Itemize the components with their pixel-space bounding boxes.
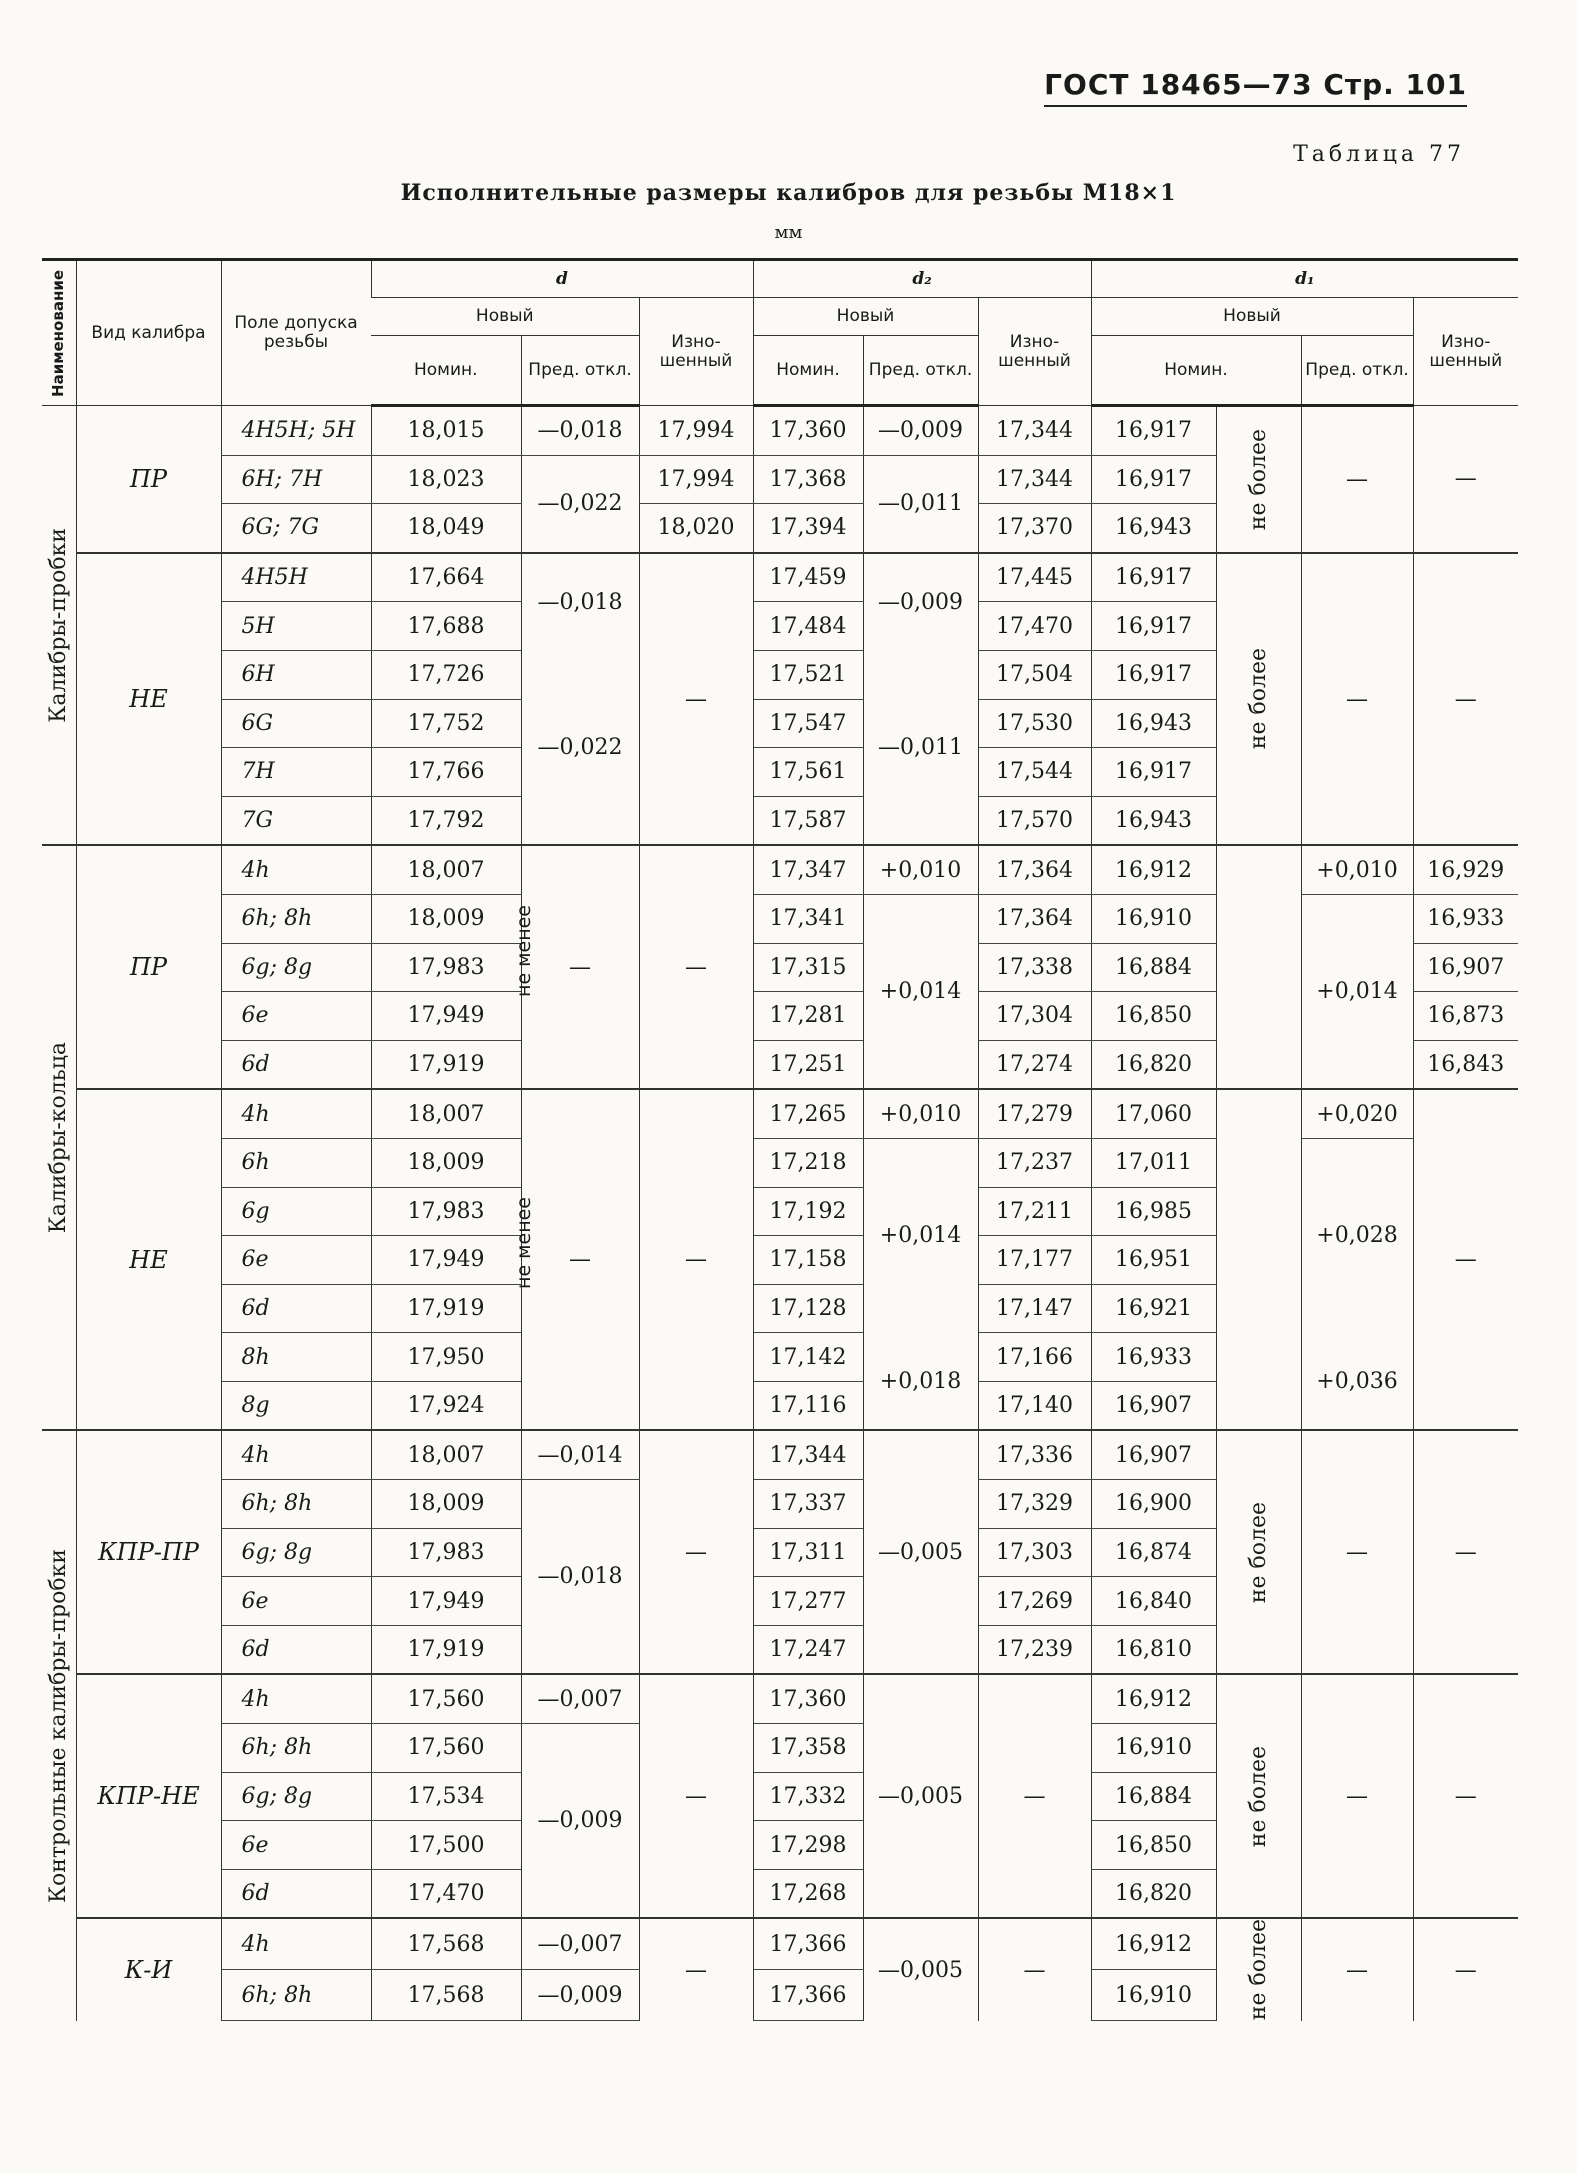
col-field-header: Поле допуска резьбы [221, 260, 371, 406]
d1-nominal: 16,943 [1091, 796, 1216, 845]
d2-nominal: 17,142 [753, 1333, 863, 1382]
d1-nominal: 16,900 [1091, 1480, 1216, 1529]
d1-worn: — [1413, 1674, 1518, 1918]
gauge-kind: КПР-НЕ [76, 1674, 221, 1918]
d1-nominal: 16,917 [1091, 602, 1216, 651]
d1-nominal: 16,917 [1091, 553, 1216, 602]
d2-worn: 17,239 [978, 1625, 1091, 1674]
tolerance-field: 6d [221, 1625, 371, 1674]
tolerance-field: 6g; 8g [221, 1528, 371, 1577]
d1-nominal: 16,884 [1091, 943, 1216, 992]
d1-nominal: 16,910 [1091, 1970, 1216, 2021]
group-label-text: Калибры-пробки [46, 527, 72, 723]
tolerance-field: 5H [221, 602, 371, 651]
d2-deviation: +0,010 [863, 845, 978, 894]
d1-nom-header: Номин. [1091, 336, 1301, 406]
gauge-kind: КПР-ПР [76, 1430, 221, 1674]
table-row [42, 1089, 1518, 1138]
d1-worn: — [1413, 1089, 1518, 1430]
d1-worn: — [1413, 1430, 1518, 1674]
d-nominal: 17,983 [371, 1187, 521, 1236]
d1-deviation: +0,020 [1301, 1089, 1413, 1138]
d1-nominal: 16,840 [1091, 1577, 1216, 1626]
d-deviation: —0,009 [521, 1724, 639, 1919]
d2-worn: 17,329 [978, 1480, 1091, 1529]
d2-dev-header: Пред. откл. [863, 336, 978, 406]
d1-note-cell [1216, 1284, 1301, 1333]
d1-nominal: 16,910 [1091, 1724, 1216, 1773]
d1-nominal: 16,907 [1091, 1381, 1216, 1430]
d2-nominal: 17,366 [753, 1918, 863, 1969]
tolerance-field: 8h [221, 1333, 371, 1382]
d2-nominal: 17,268 [753, 1869, 863, 1918]
d1-nominal: 16,850 [1091, 1821, 1216, 1870]
d2-nominal: 17,341 [753, 894, 863, 943]
d-worn-header: Изно- шенный [639, 298, 753, 406]
table-row [42, 406, 1518, 456]
d2-deviation: —0,011 [863, 650, 978, 845]
gauge-kind: ПР [76, 406, 221, 553]
d1-note-cell [1216, 1430, 1301, 1674]
tolerance-field: 7H [221, 748, 371, 797]
table-row [42, 1381, 1518, 1430]
d2-nominal: 17,360 [753, 406, 863, 456]
d1-nominal: 16,820 [1091, 1040, 1216, 1089]
d2-new-header: Новый [753, 298, 978, 336]
d2-nominal: 17,281 [753, 992, 863, 1041]
d1-new-header: Новый [1091, 298, 1413, 336]
d2-worn: 17,338 [978, 943, 1091, 992]
d2-deviation: +0,014 [863, 894, 978, 1089]
tolerance-field: 6d [221, 1040, 371, 1089]
d1-nominal: 17,011 [1091, 1138, 1216, 1187]
d1-note-cell [1216, 1333, 1301, 1382]
d2-deviation: +0,018 [863, 1333, 978, 1431]
table-row [42, 1674, 1518, 1723]
d-deviation: —0,022 [521, 650, 639, 845]
d-worn: — [639, 553, 753, 846]
not-more-note: не более [1246, 1919, 1271, 2021]
d-nominal: 17,568 [371, 1918, 521, 1969]
d-nominal: 17,919 [371, 1284, 521, 1333]
d-nominal: 17,983 [371, 1528, 521, 1577]
d2-deviation: —0,005 [863, 1674, 978, 1918]
d1-note-cell [1216, 1381, 1301, 1430]
d-worn: — [639, 845, 753, 1089]
d2-worn: 17,177 [978, 1236, 1091, 1285]
gauge-dimensions-table [42, 258, 1518, 2021]
d2-nominal: 17,298 [753, 1821, 863, 1870]
tolerance-field: 6e [221, 1236, 371, 1285]
d1-deviation: +0,014 [1301, 894, 1413, 1089]
d1-deviation: — [1301, 406, 1413, 553]
d-nominal: 17,470 [371, 1869, 521, 1918]
d1-note-cell [1216, 1236, 1301, 1285]
d-nominal: 17,792 [371, 796, 521, 845]
d2-worn: 17,274 [978, 1040, 1091, 1089]
d1-deviation: +0,036 [1301, 1333, 1413, 1431]
d2-worn: 17,530 [978, 699, 1091, 748]
d2-nominal: 17,265 [753, 1089, 863, 1138]
d2-worn: 17,504 [978, 650, 1091, 699]
d-nominal: 17,568 [371, 1970, 521, 2021]
d2-worn: 17,344 [978, 455, 1091, 504]
d-nominal: 18,009 [371, 894, 521, 943]
d2-nominal: 17,277 [753, 1577, 863, 1626]
d1-deviation: — [1301, 1430, 1413, 1674]
d2-nominal: 17,547 [753, 699, 863, 748]
table-row [42, 943, 1518, 992]
d-nominal: 18,023 [371, 455, 521, 504]
d1-note-cell [1216, 1089, 1301, 1138]
d1-nominal: 16,985 [1091, 1187, 1216, 1236]
d2-worn: 17,304 [978, 992, 1091, 1041]
d1-note-cell [1216, 1138, 1301, 1187]
tolerance-field: 6e [221, 1577, 371, 1626]
table-row [42, 992, 1518, 1041]
d-deviation: —0,014 [521, 1430, 639, 1479]
d2-nominal: 17,368 [753, 455, 863, 504]
not-more-note: не более [1246, 1745, 1271, 1848]
not-more-note: не более [1246, 648, 1271, 750]
group-label [42, 406, 76, 846]
d2-nominal: 17,251 [753, 1040, 863, 1089]
group-label-text: Калибры-кольца [46, 1042, 72, 1234]
tolerance-field: 6d [221, 1284, 371, 1333]
d1-note-cell [1216, 1040, 1301, 1089]
d2-nominal: 17,332 [753, 1772, 863, 1821]
d1-nominal: 16,951 [1091, 1236, 1216, 1285]
table-row [42, 894, 1518, 943]
d-deviation: —0,018 [521, 1480, 639, 1675]
d2-deviation: —0,009 [863, 553, 978, 651]
d-nominal: 17,688 [371, 602, 521, 651]
d2-nominal: 17,337 [753, 1480, 863, 1529]
not-more-note: не более [1246, 428, 1271, 530]
col-kind-header: Вид калибра [76, 260, 221, 406]
table-row [42, 1333, 1518, 1382]
tolerance-field: 6h [221, 1138, 371, 1187]
table-row [42, 1236, 1518, 1285]
table-row [42, 845, 1518, 894]
d-nominal: 18,049 [371, 504, 521, 553]
d1-nominal: 16,933 [1091, 1333, 1216, 1382]
d2-deviation: +0,014 [863, 1138, 978, 1332]
d-nominal: 18,007 не менее [371, 845, 521, 894]
d-deviation: —0,009 [521, 1970, 639, 2021]
d2-worn: 17,279 [978, 1089, 1091, 1138]
unit-label: мм [774, 222, 803, 243]
tolerance-field: 6h; 8h [221, 1724, 371, 1773]
d-worn: 17,994 [639, 406, 753, 456]
d1-dev-header: Пред. откл. [1301, 336, 1413, 406]
tolerance-field: 6g [221, 1187, 371, 1236]
d-nominal: 17,752 [371, 699, 521, 748]
col-d1-header: d₁ [1091, 260, 1518, 298]
d2-nominal: 17,347 [753, 845, 863, 894]
d1-nominal: 16,874 [1091, 1528, 1216, 1577]
d-nominal: 18,007 не менее [371, 1089, 521, 1138]
tolerance-field: 6g; 8g [221, 1772, 371, 1821]
gauge-kind: НЕ [76, 1089, 221, 1430]
d1-note-cell [1216, 894, 1301, 943]
d2-worn: 17,364 [978, 845, 1091, 894]
d1-note-cell [1216, 1187, 1301, 1236]
tolerance-field: 6d [221, 1869, 371, 1918]
d2-nominal: 17,459 [753, 553, 863, 602]
d1-nominal: 16,943 [1091, 699, 1216, 748]
d-deviation: —0,007 [521, 1918, 639, 1969]
d2-worn-header: Изно- шенный [978, 298, 1091, 406]
d-worn: — [639, 1089, 753, 1430]
d1-nominal: 17,060 [1091, 1089, 1216, 1138]
d-nominal: 18,015 [371, 406, 521, 456]
d-nominal: 17,950 [371, 1333, 521, 1382]
d2-worn: 17,344 [978, 406, 1091, 456]
table-title: Исполнительные размеры калибров для резьбы M18×1 [400, 180, 1177, 206]
table-row [42, 1284, 1518, 1333]
d1-worn: 16,843 [1413, 1040, 1518, 1089]
d1-worn: — [1413, 406, 1518, 553]
d-nominal: 18,009 [371, 1480, 521, 1529]
tolerance-field: 4H5H; 5H [221, 406, 371, 456]
d2-nominal: 17,158 [753, 1236, 863, 1285]
tolerance-field: 6h; 8h [221, 1480, 371, 1529]
d2-nominal: 17,360 [753, 1674, 863, 1723]
d1-deviation: — [1301, 1918, 1413, 2020]
tolerance-field: 6G; 7G [221, 504, 371, 553]
table-row [42, 1918, 1518, 1969]
d1-nominal: 16,943 [1091, 504, 1216, 553]
d-dev-header: Пред. откл. [521, 336, 639, 406]
page-header: ГОСТ 18465—73 Стр. 101 [1044, 68, 1467, 107]
d-nominal: 17,560 [371, 1674, 521, 1723]
col-d-header: d [371, 260, 753, 298]
d1-nominal: 16,912 [1091, 1674, 1216, 1723]
d2-nominal: 17,247 [753, 1625, 863, 1674]
d2-nom-header: Номин. [753, 336, 863, 406]
tolerance-field: 6H [221, 650, 371, 699]
d-nominal: 17,983 [371, 943, 521, 992]
d2-nominal: 17,358 [753, 1724, 863, 1773]
tolerance-field: 6e [221, 992, 371, 1041]
d-worn: — [639, 1430, 753, 1674]
group-label [42, 1430, 76, 2020]
d2-nominal: 17,116 [753, 1381, 863, 1430]
d-nominal: 17,924 [371, 1381, 521, 1430]
d-nominal: 17,534 [371, 1772, 521, 1821]
d1-nominal: 16,917 [1091, 748, 1216, 797]
d2-nominal: 17,561 [753, 748, 863, 797]
d1-worn: — [1413, 553, 1518, 846]
table-row [42, 1430, 1518, 1479]
d2-nominal: 17,315 [753, 943, 863, 992]
d2-deviation: —0,005 [863, 1918, 978, 2020]
col-name-header: Наименование [42, 260, 76, 406]
d2-worn: 17,544 [978, 748, 1091, 797]
tolerance-field: 6h; 8h [221, 894, 371, 943]
d2-nominal: 17,484 [753, 602, 863, 651]
d1-deviation: +0,010 [1301, 845, 1413, 894]
table-row [42, 1040, 1518, 1089]
not-more-note: не более [1246, 1501, 1271, 1604]
d1-worn-header: Изно- шенный [1413, 298, 1518, 406]
d2-deviation: +0,010 [863, 1089, 978, 1138]
group-label [42, 845, 76, 1430]
d1-deviation: +0,028 [1301, 1138, 1413, 1332]
tolerance-field: 6G [221, 699, 371, 748]
d-nominal: 17,500 [371, 1821, 521, 1870]
tolerance-field: 8g [221, 1381, 371, 1430]
tolerance-field: 6H; 7H [221, 455, 371, 504]
d-nominal: 18,009 [371, 1138, 521, 1187]
d2-worn: 17,211 [978, 1187, 1091, 1236]
d2-worn: 17,237 [978, 1138, 1091, 1187]
tolerance-field: 4h [221, 1674, 371, 1723]
not-less-note: не менее [512, 905, 535, 998]
d2-worn: 17,140 [978, 1381, 1091, 1430]
d2-worn: 17,364 [978, 894, 1091, 943]
tolerance-field: 7G [221, 796, 371, 845]
table-number: Таблица 77 [1293, 142, 1465, 167]
d1-nominal: 16,917 [1091, 455, 1216, 504]
d2-worn: 17,470 [978, 602, 1091, 651]
d-deviation: — [521, 1089, 639, 1430]
d2-worn: 17,303 [978, 1528, 1091, 1577]
d-deviation: — [521, 845, 639, 1089]
table-row [42, 1138, 1518, 1187]
table-body [42, 406, 1518, 2021]
d2-nominal: 17,587 [753, 796, 863, 845]
d1-nominal: 16,921 [1091, 1284, 1216, 1333]
d2-nominal: 17,344 [753, 1430, 863, 1479]
gauge-kind: НЕ [76, 553, 221, 846]
d2-nominal: 17,218 [753, 1138, 863, 1187]
d-worn: 17,994 [639, 455, 753, 504]
d1-worn: 16,873 [1413, 992, 1518, 1041]
tolerance-field: 4h [221, 1918, 371, 1969]
d1-note-cell [1216, 553, 1301, 846]
tolerance-field: 4h [221, 1430, 371, 1479]
d2-worn: 17,445 [978, 553, 1091, 602]
table-row [42, 1187, 1518, 1236]
d2-nominal: 17,366 [753, 1970, 863, 2021]
gauge-kind: К-И [76, 1918, 221, 2020]
d-nominal: 17,949 [371, 1577, 521, 1626]
tolerance-field: 4h [221, 845, 371, 894]
d-nominal: 17,919 [371, 1040, 521, 1089]
d1-nominal: 16,850 [1091, 992, 1216, 1041]
d2-worn: 17,147 [978, 1284, 1091, 1333]
d-nominal: 17,949 [371, 992, 521, 1041]
d1-nominal: 16,917 [1091, 406, 1216, 456]
d-worn: — [639, 1674, 753, 1918]
d1-worn: 16,929 [1413, 845, 1518, 894]
d-nominal: 17,726 [371, 650, 521, 699]
d2-worn: 17,370 [978, 504, 1091, 553]
d-deviation: —0,018 [521, 406, 639, 456]
d1-note-cell [1216, 1918, 1301, 2020]
d-nom-header: Номин. [371, 336, 521, 406]
d-nominal: 18,007 [371, 1430, 521, 1479]
d-worn: — [639, 1918, 753, 2020]
d1-note-cell [1216, 943, 1301, 992]
d1-nominal: 16,820 [1091, 1869, 1216, 1918]
tolerance-field: 4h [221, 1089, 371, 1138]
d2-worn: — [978, 1918, 1091, 2020]
gauge-kind: ПР [76, 845, 221, 1089]
d1-nominal: 16,917 [1091, 650, 1216, 699]
d1-note-cell [1216, 992, 1301, 1041]
d2-worn: 17,336 [978, 1430, 1091, 1479]
d2-deviation: —0,009 [863, 406, 978, 456]
d1-deviation: — [1301, 1674, 1413, 1918]
not-less-note: не менее [512, 1196, 535, 1289]
d-nominal: 17,919 [371, 1625, 521, 1674]
group-label-text: Контрольные калибры-пробки [46, 1549, 72, 1904]
d1-nominal: 16,912 [1091, 1918, 1216, 1969]
d2-nominal: 17,128 [753, 1284, 863, 1333]
d1-note-cell [1216, 1674, 1301, 1918]
d2-nominal: 17,394 [753, 504, 863, 553]
table-row [42, 553, 1518, 602]
d1-nominal: 16,907 [1091, 1430, 1216, 1479]
d2-worn: 17,166 [978, 1333, 1091, 1382]
tolerance-field: 4H5H [221, 553, 371, 602]
d1-note-cell [1216, 406, 1301, 553]
tolerance-field: 6h; 8h [221, 1970, 371, 2021]
d1-worn: 16,907 [1413, 943, 1518, 992]
d-deviation: —0,018 [521, 553, 639, 651]
d2-deviation: —0,011 [863, 455, 978, 553]
d2-nominal: 17,521 [753, 650, 863, 699]
d1-nominal: 16,912 [1091, 845, 1216, 894]
d-new-header: Новый [371, 298, 639, 336]
d1-nominal: 16,910 [1091, 894, 1216, 943]
d2-worn: 17,269 [978, 1577, 1091, 1626]
col-d2-header: d₂ [753, 260, 1091, 298]
d2-deviation: —0,005 [863, 1430, 978, 1674]
d2-nominal: 17,311 [753, 1528, 863, 1577]
d-worn: 18,020 [639, 504, 753, 553]
d-nominal: 17,766 [371, 748, 521, 797]
d-nominal: 17,664 [371, 553, 521, 602]
d1-nominal: 16,810 [1091, 1625, 1216, 1674]
d1-deviation: — [1301, 553, 1413, 846]
d-deviation: —0,007 [521, 1674, 639, 1723]
d-deviation: —0,022 [521, 455, 639, 553]
d1-note-cell [1216, 845, 1301, 894]
d2-worn: 17,570 [978, 796, 1091, 845]
tolerance-field: 6g; 8g [221, 943, 371, 992]
d1-worn: — [1413, 1918, 1518, 2020]
d2-nominal: 17,192 [753, 1187, 863, 1236]
tolerance-field: 6e [221, 1821, 371, 1870]
d1-worn: 16,933 [1413, 894, 1518, 943]
d2-worn: — [978, 1674, 1091, 1918]
d-nominal: 17,949 [371, 1236, 521, 1285]
d1-nominal: 16,884 [1091, 1772, 1216, 1821]
d-nominal: 17,560 [371, 1724, 521, 1773]
